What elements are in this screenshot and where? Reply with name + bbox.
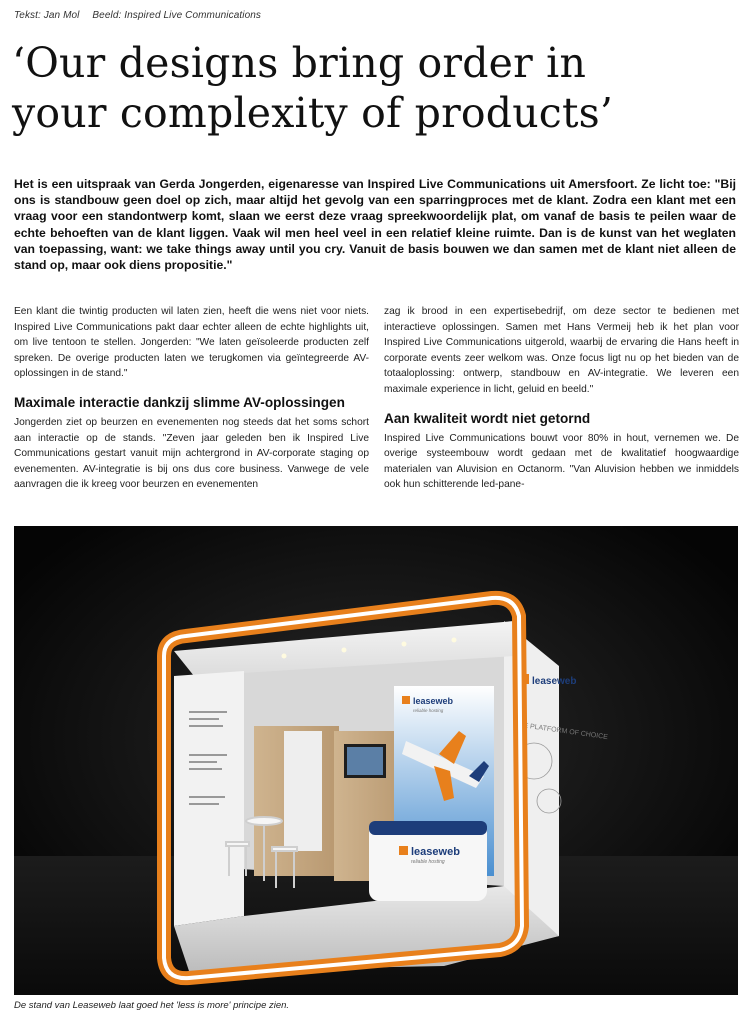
headline-line-1: ‘Our designs bring order in (12, 39, 587, 87)
right-column (384, 304, 739, 493)
right-paragraph-2: Inspired Live Communications bouwt voor 80% in hout, vernemen we. De overige systeembouw wordt gedaan met de kwalitatief hoogwaardige materialen van Aluvision en Octanorm. "Van Aluvision hebben we inmiddels ook hun schitterende led-pane- (384, 432, 739, 491)
counter-top (369, 821, 487, 835)
exhibition-stand-photo (14, 526, 738, 995)
counter-brand-tagline: reliable hosting (411, 859, 445, 865)
right-paragraph-1: zag ik brood in een expertisebedrijf, om deze sector te bedienen met interactieve oplossingen. Samen met Hans Vermeij heb ik het plan voor Inspired Live Communications uitgerold, waarbij de ervaring die Hans heeft in corporate events zeer welkom was. Onze focus ligt nu op het bieden van de totaaloplossing: ontwerp, standbouw en AV-integratie. We leveren een maximale experience in licht, geluid en beeld." (384, 306, 739, 395)
banner-brand-tagline: reliable hosting (413, 708, 444, 713)
stand-left-panel (174, 671, 244, 926)
photo-caption: De stand van Leaseweb laat goed het 'less is more' principe zien. (14, 1000, 290, 1011)
article-intro: Het is een uitspraak van Gerda Jongerden, eigenaresse van Inspired Live Communications uit Amersfoort. Ze licht toe: "Bij ons is standbouw geen doel op zich, maar altijd het gevolg van een sparringproces met de klant. Zodra een klant met een vraag voor een standontwerp komt, slaan we eerst deze vraag spreekwoordelijk plat, om vanaf de basis te peilen waar de echte behoeften van de klant liggen. Vaak wil men heel veel in een relatief kleine ruimte. Dan is de kunst van het weglaten van toepassing, want: we take things away until you cry. Vanuit de basis bouwen we dan samen met de klant niet alleen de stand op, maar ook diens propositie." (14, 177, 736, 273)
left-paragraph-1: Een klant die twintig producten wil laten zien, heeft die wens niet voor niets. Inspired Live Communications pakt daar echter alleen de echte highlights uit, om live tentoon te stellen. Jongerden: "We laten geïsoleerde producten zelf spreken. De overige producten laten we terugkomen via geïntegreerde AV-oplossingen in de stand." (14, 306, 369, 380)
headline-line-2: your complexity of products’ (12, 89, 614, 137)
article-credits (14, 10, 271, 21)
credits-image: Beeld: Inspired Live Communications (92, 10, 261, 21)
article-headline (12, 38, 737, 138)
side-brand-logo: leaseweb (532, 676, 577, 687)
ceiling-spotlight (282, 654, 287, 659)
left-column (14, 304, 369, 493)
left-paragraph-2: Jongerden ziet op beurzen en evenementen nog steeds dat het soms schort aan interactie op de stands. "Zeven jaar geleden ben ik Inspired Live Communications gestart vanuit mijn achtergrond in AV-corporate staging op evenementen. AV-integratie is bij ons dus core business. Vanwege de vele aanvragen die ik kreeg voor beurzen en evenementen (14, 416, 369, 491)
wall-screen-display (347, 747, 383, 775)
right-subheading: Aan kwaliteit wordt niet getornd (384, 410, 591, 426)
stand-side-wall-text: THE PLATFORM OF CHOICE (513, 721, 609, 742)
credits-author: Tekst: Jan Mol (14, 10, 80, 21)
banner-brand-logo: leaseweb (413, 696, 454, 706)
ceiling-spotlight (402, 642, 407, 647)
banner-brand-logo-mark (402, 696, 410, 704)
stand-door (284, 731, 322, 851)
counter-brand-logo: leaseweb (411, 846, 460, 858)
counter-brand-logo-mark (399, 846, 408, 855)
stand-illustration (14, 526, 738, 995)
ceiling-spotlight (342, 648, 347, 653)
ceiling-spotlight (452, 638, 457, 643)
left-subheading: Maximale interactie dankzij slimme AV-oplossingen (14, 394, 345, 410)
